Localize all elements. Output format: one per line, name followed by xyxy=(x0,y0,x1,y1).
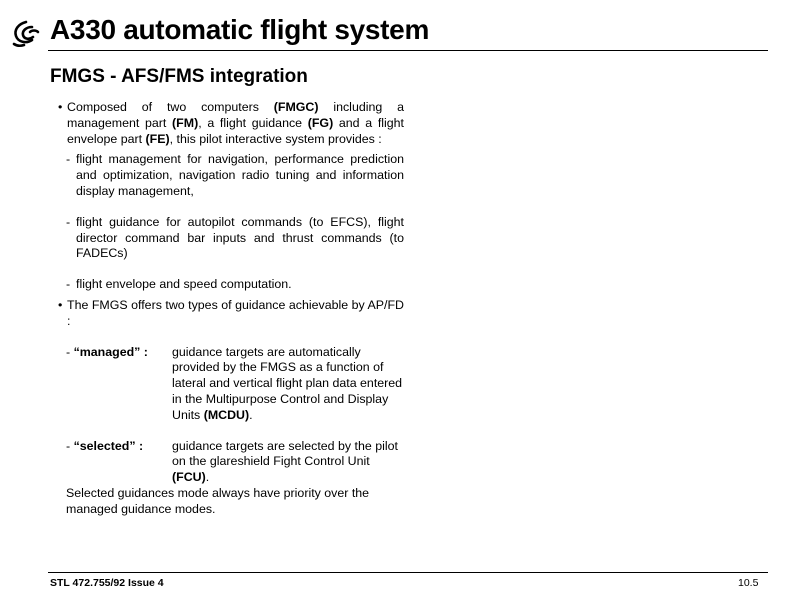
selected-mode-definition: - “selected” : guidance targets are selected by the pilot on the glareshield Fight Control Unit (FCU). xyxy=(66,438,398,485)
content-body xyxy=(58,100,404,518)
bullet-guidance-types: • The FMGS offers two types of guidance achievable by AP/FD : xyxy=(58,298,404,330)
managed-mode-definition: - “managed” : guidance targets are automatically provided by the FMGS as a function of lateral and vertical flight plan data entered in the Multipurpose Control and Display Units (MCDU). xyxy=(66,344,403,422)
bullet-fmgs-composition: • Composed of two computers (FMGC) including a management part (FM), a flight guidance (FG) and a flight envelope part (FE), this pilot interactive system provides : xyxy=(58,100,404,147)
list-item: - flight guidance for autopilot commands (to EFCS), flight director command bar inputs and thrust commands (to FADECs) xyxy=(66,214,404,261)
section-subtitle: FMGS - AFS/FMS integration xyxy=(50,66,308,87)
document-reference: STL 472.755/92 Issue 4 xyxy=(50,577,164,589)
header-divider xyxy=(48,50,768,51)
list-item: - flight management for navigation, performance prediction and optimization, navigation radio tuning and information display management, xyxy=(66,152,404,198)
airbus-logo-icon xyxy=(10,18,42,50)
footer-divider xyxy=(48,572,768,573)
list-item: - flight envelope and speed computation. xyxy=(66,277,292,292)
priority-note: Selected guidances mode always have priority over the managed guidance modes. xyxy=(66,485,370,516)
page-title: A330 automatic flight system xyxy=(50,14,430,45)
page-number: 10.5 xyxy=(738,577,759,589)
